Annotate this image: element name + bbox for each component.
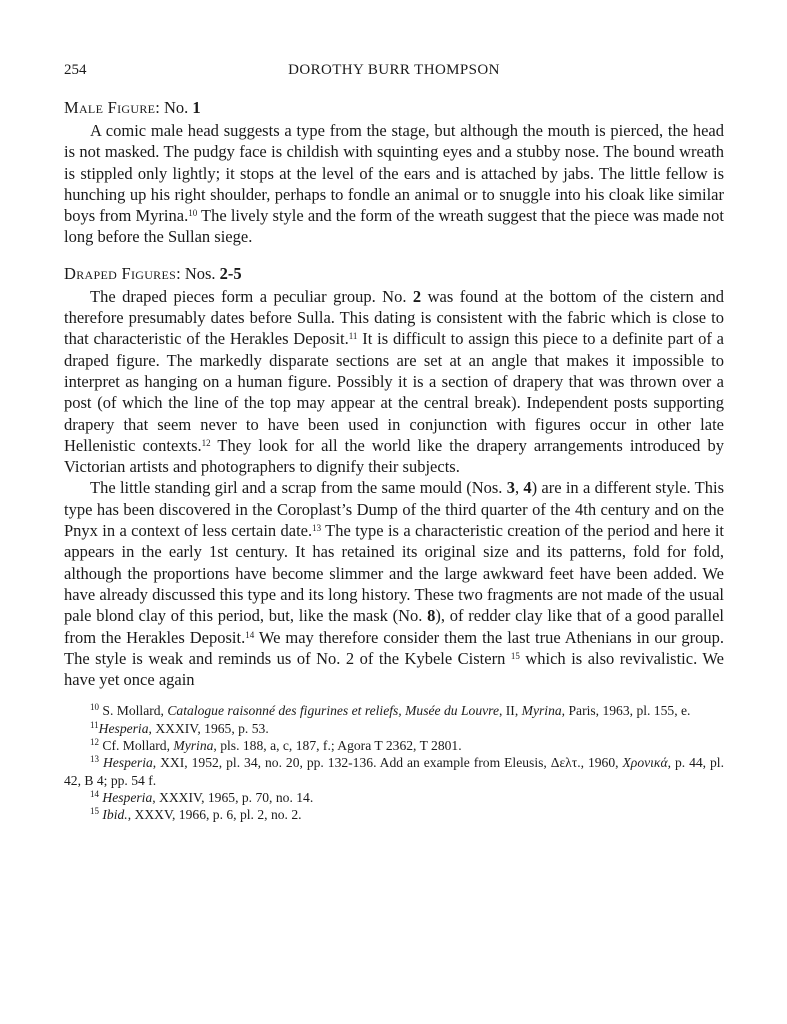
text-run: , XXXV, 1966, p. 6, pl. 2, no. 2. [127, 807, 302, 823]
footnote [64, 754, 724, 789]
text-run: was found at the bottom of the cistern and therefore presumably dates before Sulla. This dating is consistent with the fabric which is close to that characteristic of the Herakles Deposit. [64, 286, 724, 349]
text-run: Cf. Mollard, [102, 738, 174, 754]
italic-title: Hesperia [102, 755, 153, 771]
paragraph-male-figure [64, 120, 724, 248]
text-run: which is also revivalistic. We have yet once again [64, 648, 724, 690]
catalogue-number: 8 [427, 606, 436, 626]
text-run: The little standing girl and a scrap from the same mould (Nos. [90, 478, 507, 498]
footnote-ref: 13 [312, 523, 322, 534]
section-label: Draped Figures [64, 263, 177, 283]
running-title: DOROTHY BURR THOMPSON [288, 62, 500, 78]
heading-separator: : [155, 98, 164, 117]
text-run: We may therefore consider them the last true Athenians in our group. The style is weak and reminds us of No. 2 of the Kybele Cistern [64, 627, 724, 668]
text-run: A comic male head suggests a type from the stage, but although the mouth is pierced, the head is not masked. The pudgy face is childish with squinting eyes and a stubby nose. The bound wreath is stippled only lightly; it stops at the level of the ears and is attached by jabs. The little fellow is hunching up his right shoulder, perhaps to fondle an animal or to snuggle into his cloak like similar boys from Myrina. [64, 121, 724, 226]
text-run: , p. 44, pl. 42, B 4; pp. 54 f. [64, 755, 724, 788]
italic-title: Χρονικά [622, 755, 668, 771]
italic-title: Catalogue raisonné des figurines et reliefs, Musée du Louvre [167, 703, 499, 719]
footnote-number: 15 [90, 806, 99, 817]
footnote [64, 702, 724, 719]
text-run: The type is a characteristic creation of the period and here it appears in the early 1st century. It has retained its original size and its patterns, fold for fold, although the proportions have become slimmer and the large awkward feet have been added. We have already discussed this type and its long history. These two fragments are not made of the usual pale blond clay of this period, but, like the mask (No. [64, 521, 724, 626]
footnote-number: 12 [90, 737, 99, 748]
footnote-ref: 10 [188, 208, 198, 219]
catalogue-number: 4 [523, 478, 532, 498]
footnote-ref: 12 [201, 437, 211, 448]
text-run: , XXXIV, 1965, p. 70, no. 14. [152, 789, 314, 805]
page-number: 254 [64, 62, 87, 78]
footnote-number: 14 [90, 788, 99, 799]
footnote-ref: 14 [245, 629, 255, 640]
text-run: , XXI, 1952, pl. 34, no. 20, pp. 132-136. Add an example from Eleusis, Δελτ., 1960, [152, 755, 623, 771]
text-run: It is difficult to assign this piece to a definite part of a draped figure. The markedly disparate sections are set at an angle that makes it impossible to interpret as hanging on a human figure. Possibly it is a section of drapery that was thrown over a post (of which the line of the top may appear at the central break). Independent posts supporting drapery that seem never to have been used in conjunction with figures occur in other late Hellenistic contexts. [64, 329, 724, 455]
text-run: S. Mollard, [102, 703, 168, 719]
italic-title: Hesperia [98, 720, 149, 736]
text-run: They look for all the world like the drapery arrangements introduced by Victorian artists and photographers to dignify their subjects. [64, 435, 724, 477]
footnote [64, 789, 724, 806]
italic-title: Ibid. [102, 807, 128, 823]
italic-title: Myrina [173, 738, 214, 754]
text-run: , XXXIV, 1965, p. 53. [148, 720, 269, 736]
page [64, 62, 724, 824]
footnote-ref: 11 [348, 331, 358, 342]
text-run: , Paris, 1963, pl. 155, e. [561, 703, 691, 719]
heading-separator: : [176, 263, 185, 283]
footnote-ref: 15 [510, 650, 520, 661]
heading-catalogue-number: 2-5 [219, 263, 242, 283]
text-run: ), of redder clay like that of a good parallel from the Herakles Deposit. [64, 606, 724, 647]
running-head [64, 62, 724, 84]
heading-nos-prefix: No. [163, 98, 193, 117]
text-run: ) are in a different style. This type has been discovered in the Coroplast’s Dump of the third quarter of the 4th century and on the Pnyx in a context of less certain date. [64, 478, 724, 541]
text-run: The draped pieces form a peculiar group. No. [90, 286, 413, 306]
section-heading-male-figure [64, 98, 724, 120]
footnote [64, 737, 724, 754]
heading-catalogue-number: 1 [192, 98, 201, 117]
text-run: , [514, 478, 524, 498]
section-label: Male Figure [64, 98, 156, 117]
text-run: , II, [498, 703, 522, 719]
text-run: The lively style and the form of the wreath suggest that the piece was made not long before the Sullan siege. [64, 206, 724, 247]
footnotes [64, 702, 724, 823]
footnote [64, 806, 724, 823]
catalogue-number: 2 [412, 286, 422, 306]
text-run: , pls. 188, a, c, 187, f.; Agora T 2362, T 2801. [213, 738, 462, 754]
footnote-number: 10 [90, 702, 99, 713]
heading-nos-prefix: Nos. [184, 263, 220, 283]
paragraph-standing-girl [64, 477, 724, 690]
footnote-number: 11 [90, 719, 99, 730]
italic-title: Myrina [521, 703, 562, 719]
section-heading-draped-figures [64, 264, 724, 286]
footnote [64, 720, 724, 737]
italic-title: Hesperia [102, 789, 153, 805]
catalogue-number: 3 [506, 478, 515, 498]
paragraph-draped-pieces [64, 286, 724, 478]
footnote-number: 13 [90, 754, 99, 765]
